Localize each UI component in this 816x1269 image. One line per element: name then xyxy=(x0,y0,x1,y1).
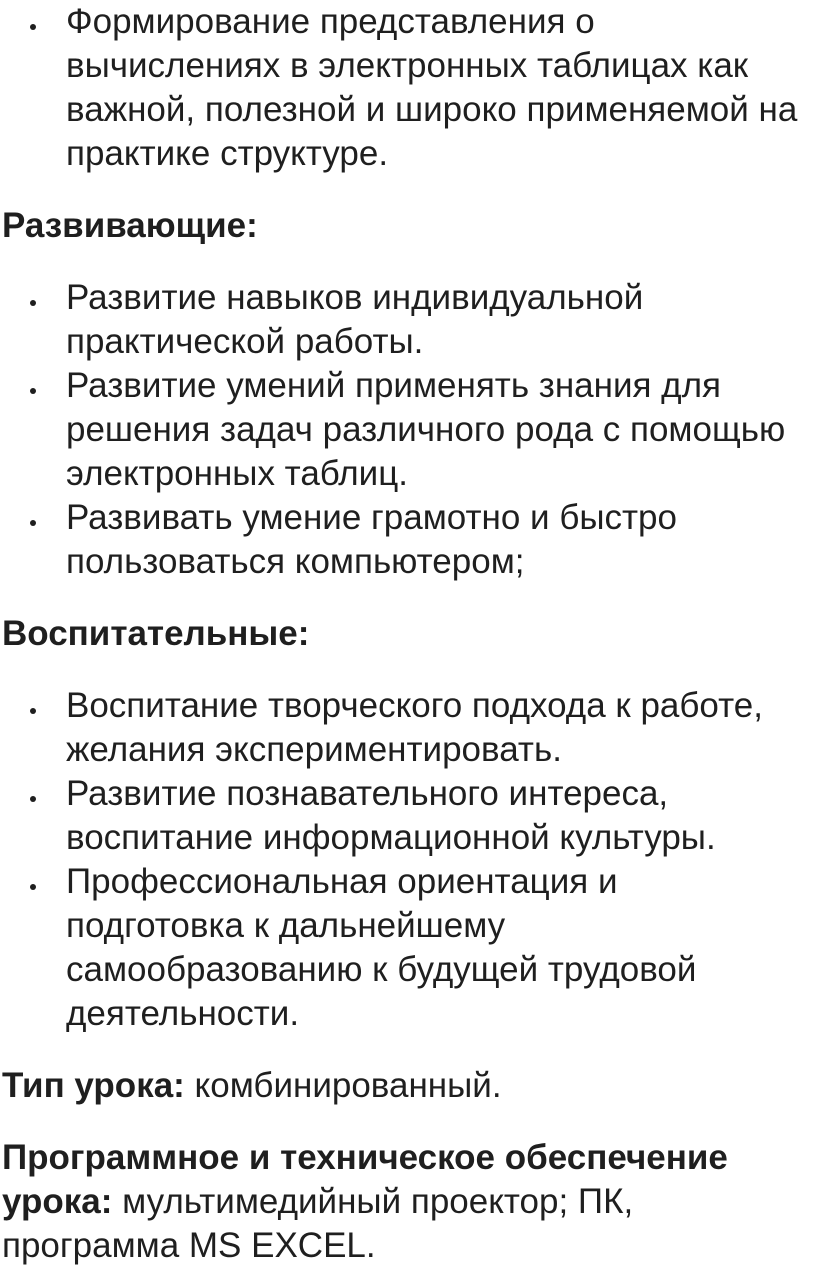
section-heading-educational: Воспитательные: xyxy=(2,614,310,653)
software-line xyxy=(0,1136,802,1268)
list-item: Развитие навыков индивидуальной практической работы. xyxy=(0,276,716,364)
list-item: Воспитание творческого подхода к работе, желания экспериментировать. xyxy=(0,684,766,772)
list-item: Формирование представления о вычислениях в электронных таблицах как важной, полезной и широко применяемой на практике структуре. xyxy=(0,0,816,176)
lesson-type-label: Тип урока: xyxy=(2,1066,185,1105)
section-heading-developing: Развивающие: xyxy=(2,206,258,245)
list-item: Развитие умений применять знания для решения задач различного рода с помощью электронных таблиц. xyxy=(0,364,786,496)
list-item: Профессиональная ориентация и подготовка к дальнейшему самообразованию к будущей трудовой деятельности. xyxy=(0,860,766,1036)
lesson-type-line xyxy=(0,1064,816,1108)
goals-list-continued xyxy=(0,0,816,176)
list-item: Развивать умение грамотно и быстро пользоваться компьютером; xyxy=(0,496,756,584)
software-value: мультимедийный проектор; ПК, программа MS EXCEL. xyxy=(2,1182,634,1265)
educational-list xyxy=(0,684,816,1036)
list-item: Развитие познавательного интереса, воспитание информационной культуры. xyxy=(0,772,786,860)
developing-list xyxy=(0,276,816,584)
lesson-type-value: комбинированный. xyxy=(184,1066,502,1105)
software-label: Программное и техническое обеспечение урока: xyxy=(2,1138,728,1221)
